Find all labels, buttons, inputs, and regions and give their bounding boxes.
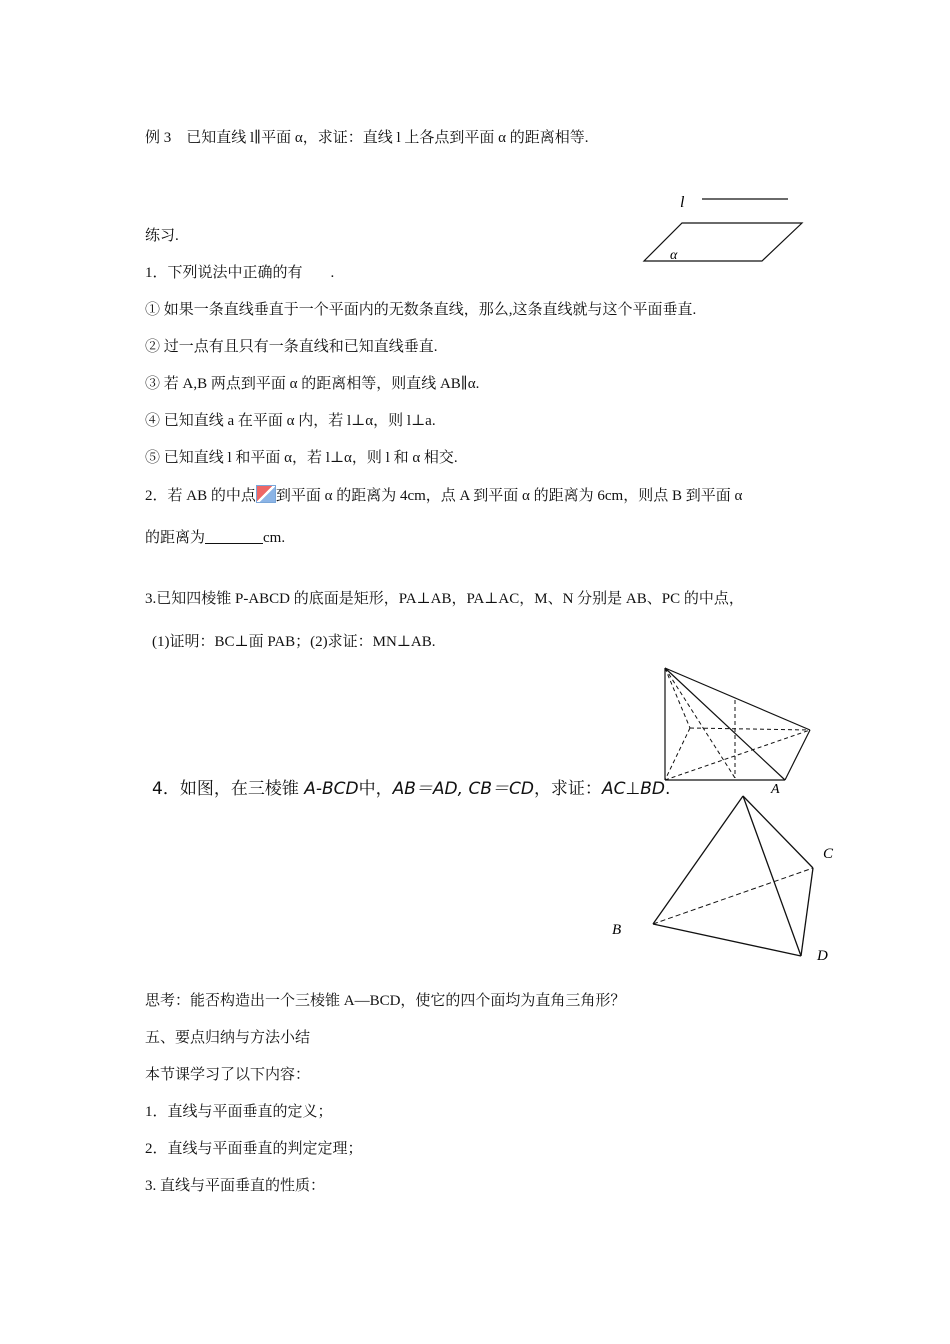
question-4 xyxy=(152,778,670,800)
question-2-line2-end: cm. xyxy=(263,530,286,546)
question-4-middle: 中， xyxy=(358,779,393,799)
question-2 xyxy=(145,485,742,506)
midpoint-image-icon xyxy=(256,485,276,503)
statement-1: ① 如果一条直线垂直于一个平面内的无数条直线，那么,这条直线就与这个平面垂直. xyxy=(145,302,697,318)
summary-title: 五、要点归纳与方法小结 xyxy=(145,1030,311,1046)
question-2-line2-start: 的距离为 xyxy=(145,530,206,546)
watermark xyxy=(393,860,401,874)
point-c-label: C xyxy=(823,846,834,862)
question-1 xyxy=(145,263,334,283)
line-plane-figure xyxy=(640,185,820,270)
pyramid-figure xyxy=(655,660,825,800)
think-question: 思考：能否构造出一个三棱锥 A—BCD，使它的四个面均为直角三角形？ xyxy=(145,993,626,1009)
practice-title: 练习. xyxy=(145,228,179,244)
statement-3: ③ 若 A,B 两点到平面 α 的距离相等，则直线 AB∥α. xyxy=(145,376,480,392)
summary-item-2: 2．直线与平面垂直的判定定理； xyxy=(145,1141,363,1157)
answer-blank xyxy=(205,529,263,544)
plane-alpha-label: α xyxy=(670,248,678,263)
question-4-prefix: 4．如图，在三棱锥 xyxy=(152,779,299,799)
tetrahedron-figure xyxy=(605,790,855,970)
line-l-label: l xyxy=(680,194,685,211)
question-4-cond: AB＝AD, CB＝CD xyxy=(392,779,534,799)
question-1-end: . xyxy=(330,265,335,281)
summary-item-3: 3. 直线与平面垂直的性质： xyxy=(145,1178,326,1194)
example-3: 例 3 已知直线 l∥平面 α，求证：直线 l 上各点到平面 α 的距离相等. xyxy=(145,130,589,146)
question-2-part1: 2．若 AB 的中点 xyxy=(145,488,256,504)
question-4-end: . xyxy=(665,779,671,799)
point-a-label: A xyxy=(771,782,780,797)
question-4-name: A-BCD xyxy=(304,779,359,799)
question-2-line2 xyxy=(145,528,285,548)
question-4-comma: ，求证： xyxy=(533,779,602,799)
statement-2: ② 过一点有且只有一条直线和已知直线垂直. xyxy=(145,339,438,355)
question-3-line1: 3.已知四棱锥 P-ABCD 的底面是矩形，PA⊥AB，PA⊥AC，M、N 分别是 AB、PC 的中点， xyxy=(145,591,744,607)
statement-4: ④ 已知直线 a 在平面 α 内，若 l⊥α，则 l⊥a. xyxy=(145,413,436,429)
question-4-goal: AC⊥BD xyxy=(601,779,665,799)
question-1-text: 1．下列说法中正确的有 xyxy=(145,265,303,281)
point-d-label: D xyxy=(817,948,828,964)
statement-5: ⑤ 已知直线 l 和平面 α，若 l⊥α，则 l 和 α 相交. xyxy=(145,450,458,466)
point-b-label: B xyxy=(612,922,622,938)
summary-intro: 本节课学习了以下内容： xyxy=(145,1067,311,1083)
question-3-line2: (1)证明：BC⊥面 PAB；(2)求证：MN⊥AB. xyxy=(152,634,436,650)
summary-item-1: 1．直线与平面垂直的定义； xyxy=(145,1104,333,1120)
plane-alpha xyxy=(644,223,802,261)
question-2-part2: 到平面 α 的距离为 4cm，点 A 到平面 α 的距离为 6cm，则点 B 到平面 α xyxy=(275,488,743,504)
